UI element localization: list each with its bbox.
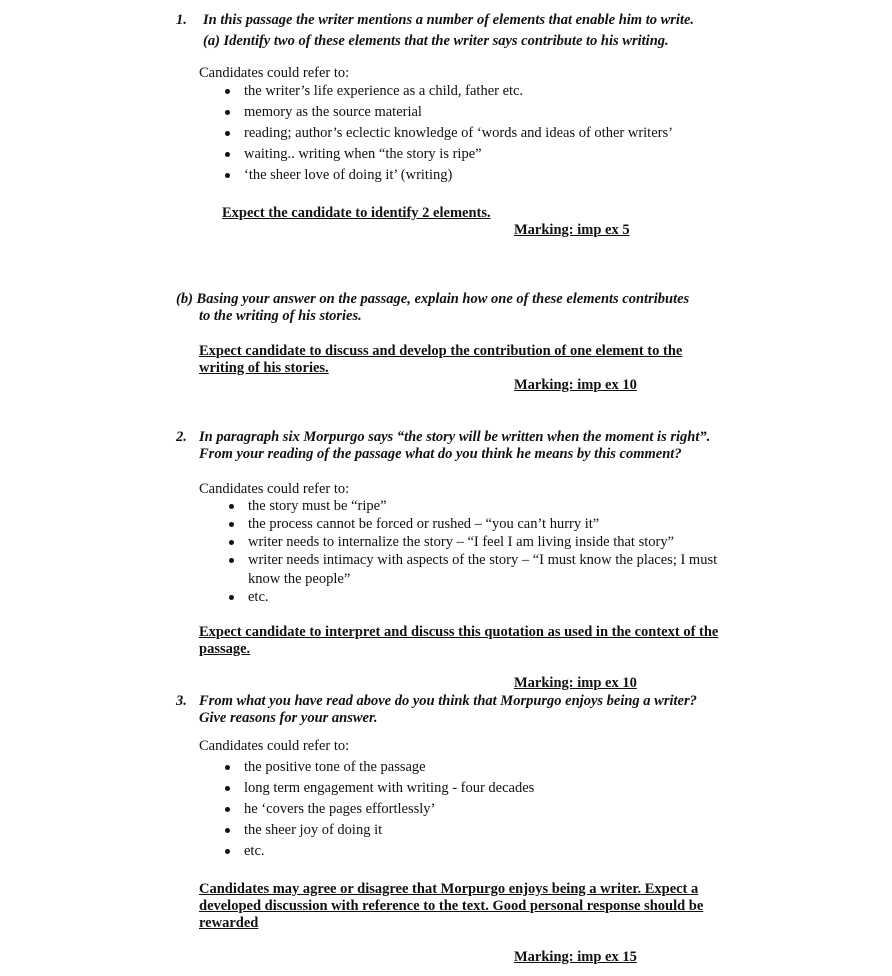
q1-marking: Marking: imp ex 5 <box>514 222 630 238</box>
question-3-text: From what you have read above do you think that Morpurgo enjoys being a writer? <box>199 693 697 709</box>
list-item: the process cannot be forced or rushed – “you can’t hurry it” <box>226 515 717 533</box>
question-2-number: 2. <box>176 429 187 445</box>
list-item: etc. <box>226 588 269 606</box>
q3-bullet-list <box>222 758 534 863</box>
list-item: the sheer joy of doing it <box>222 821 534 842</box>
question-1-number: 1. <box>176 12 187 28</box>
list-item: the story must be “ripe” <box>226 497 717 515</box>
question-1a-text: (a) Identify two of these elements that the writer says contribute to his writing. <box>203 33 669 49</box>
list-item: waiting.. writing when “the story is ripe” <box>222 145 673 166</box>
q3-marking: Marking: imp ex 15 <box>514 949 637 965</box>
q3-intro: Candidates could refer to: <box>199 738 350 754</box>
list-item: etc. <box>222 842 534 863</box>
question-1-text: In this passage the writer mentions a number of elements that enable him to write. <box>203 12 695 28</box>
q3-expectation-cont: developed discussion with reference to the text. Good personal response should be <box>199 898 704 914</box>
list-item: long term engagement with writing - four decades <box>222 779 534 800</box>
q1-expectation: Expect the candidate to identify 2 elements. <box>222 205 491 221</box>
question-2-text-cont: From your reading of the passage what do you think he means by this comment? <box>199 446 682 462</box>
q3-expectation-end: rewarded <box>199 915 259 931</box>
question-1b-text: (b) Basing your answer on the passage, explain how one of these elements contributes <box>176 291 690 307</box>
q2-marking: Marking: imp ex 10 <box>514 675 637 691</box>
list-item: memory as the source material <box>222 103 673 124</box>
question-3-text-cont: Give reasons for your answer. <box>199 710 378 726</box>
question-2-text: In paragraph six Morpurgo says “the story will be written when the moment is right”. <box>199 429 711 445</box>
list-item: reading; author’s eclectic knowledge of ‘words and ideas of other writers’ <box>222 124 673 145</box>
list-item-continuation: know the people” <box>248 571 351 587</box>
q2-intro: Candidates could refer to: <box>199 481 350 497</box>
q3-expectation: Candidates may agree or disagree that Morpurgo enjoys being a writer. Expect a <box>199 881 699 897</box>
list-item: ‘the sheer love of doing it’ (writing) <box>222 166 673 187</box>
q1b-expectation-cont: writing of his stories. <box>199 360 329 376</box>
list-item: the writer’s life experience as a child, father etc. <box>222 82 673 103</box>
q1b-marking: Marking: imp ex 10 <box>514 377 637 393</box>
q2-bullet-list-end <box>226 588 269 606</box>
list-item: writer needs intimacy with aspects of the story – “I must know the places; I must <box>226 551 717 569</box>
list-item: writer needs to internalize the story – “I feel I am living inside that story” <box>226 533 717 551</box>
q2-bullet-list <box>226 497 717 569</box>
question-1b-text-cont: to the writing of his stories. <box>199 308 362 324</box>
q1-intro: Candidates could refer to: <box>199 65 350 81</box>
q2-expectation: Expect candidate to interpret and discuss this quotation as used in the context of the <box>199 624 719 640</box>
q1b-expectation: Expect candidate to discuss and develop the contribution of one element to the <box>199 343 683 359</box>
q1-bullet-list <box>222 82 673 187</box>
question-3-number: 3. <box>176 693 187 709</box>
list-item: he ‘covers the pages effortlessly’ <box>222 800 534 821</box>
q2-expectation-cont: passage. <box>199 641 251 657</box>
list-item: the positive tone of the passage <box>222 758 534 779</box>
